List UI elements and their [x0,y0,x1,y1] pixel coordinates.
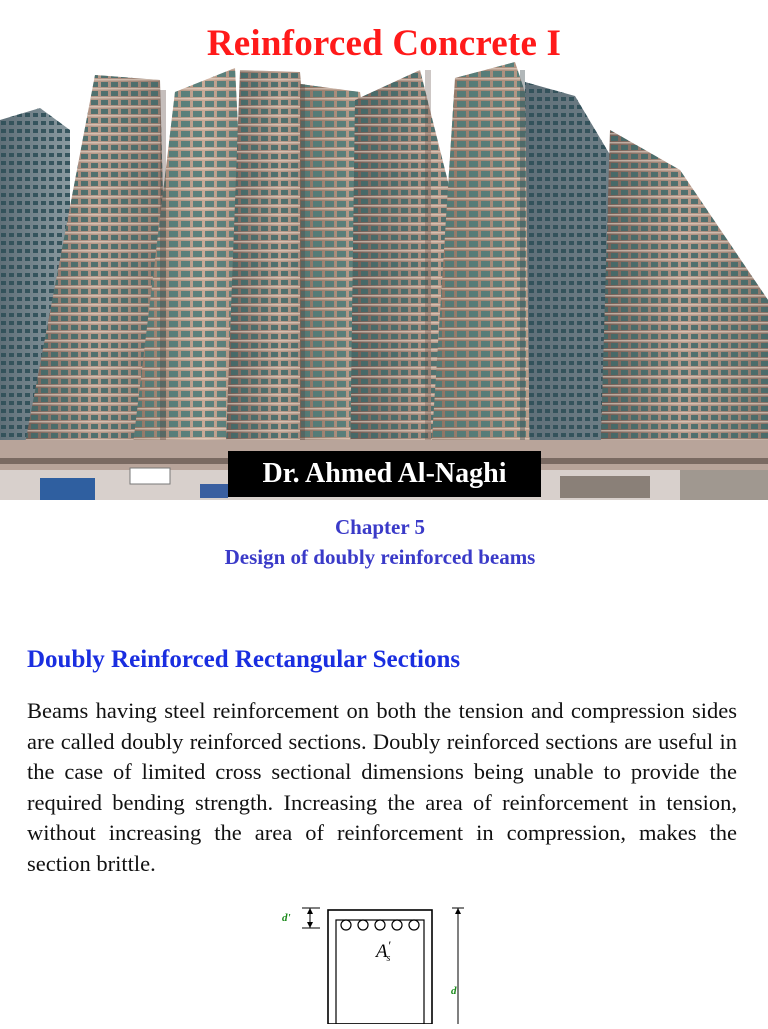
as-prime-letter: A [376,941,388,962]
as-prime-sub: s [386,953,391,964]
d-label: d [451,985,457,997]
author-label: Dr. Ahmed Al-Naghi [228,451,541,497]
chapter-block [0,512,760,572]
compression-bar [375,920,385,930]
beam-cross-section-diagram [270,895,490,1024]
building-photo [0,0,768,500]
compression-bar [392,920,402,930]
page-title: Reinforced Concrete I [206,23,562,64]
section-heading: Doubly Reinforced Rectangular Sections [27,646,461,673]
chapter-subtitle: Design of doubly reinforced beams [224,545,536,569]
d-prime-label: d' [282,912,291,924]
compression-bar [358,920,368,930]
compression-bar [409,920,419,930]
compression-bar [341,920,351,930]
d-arrow-up [455,908,461,914]
chapter-number: Chapter 5 [334,515,426,539]
stirrup [336,920,424,1024]
d-prime-arrow-down [307,922,313,928]
beam-section-figure [270,895,490,1024]
d-prime-arrow-up [307,908,313,914]
as-prime-sup: ′ [387,938,391,953]
section-paragraph: Beams having steel reinforcement on both the tension and compression sides are called doubly reinforced sections. Doubly reinforced sections are useful in the case of limited cross sectional dimensions being unable to provide the required bending strength. Increasing the area of reinforcement in tension, without increasing the area of reinforcement in compression, makes the section brittle. [27,698,737,876]
skyscraper-illustration [0,0,768,500]
as-prime-label [374,938,391,964]
